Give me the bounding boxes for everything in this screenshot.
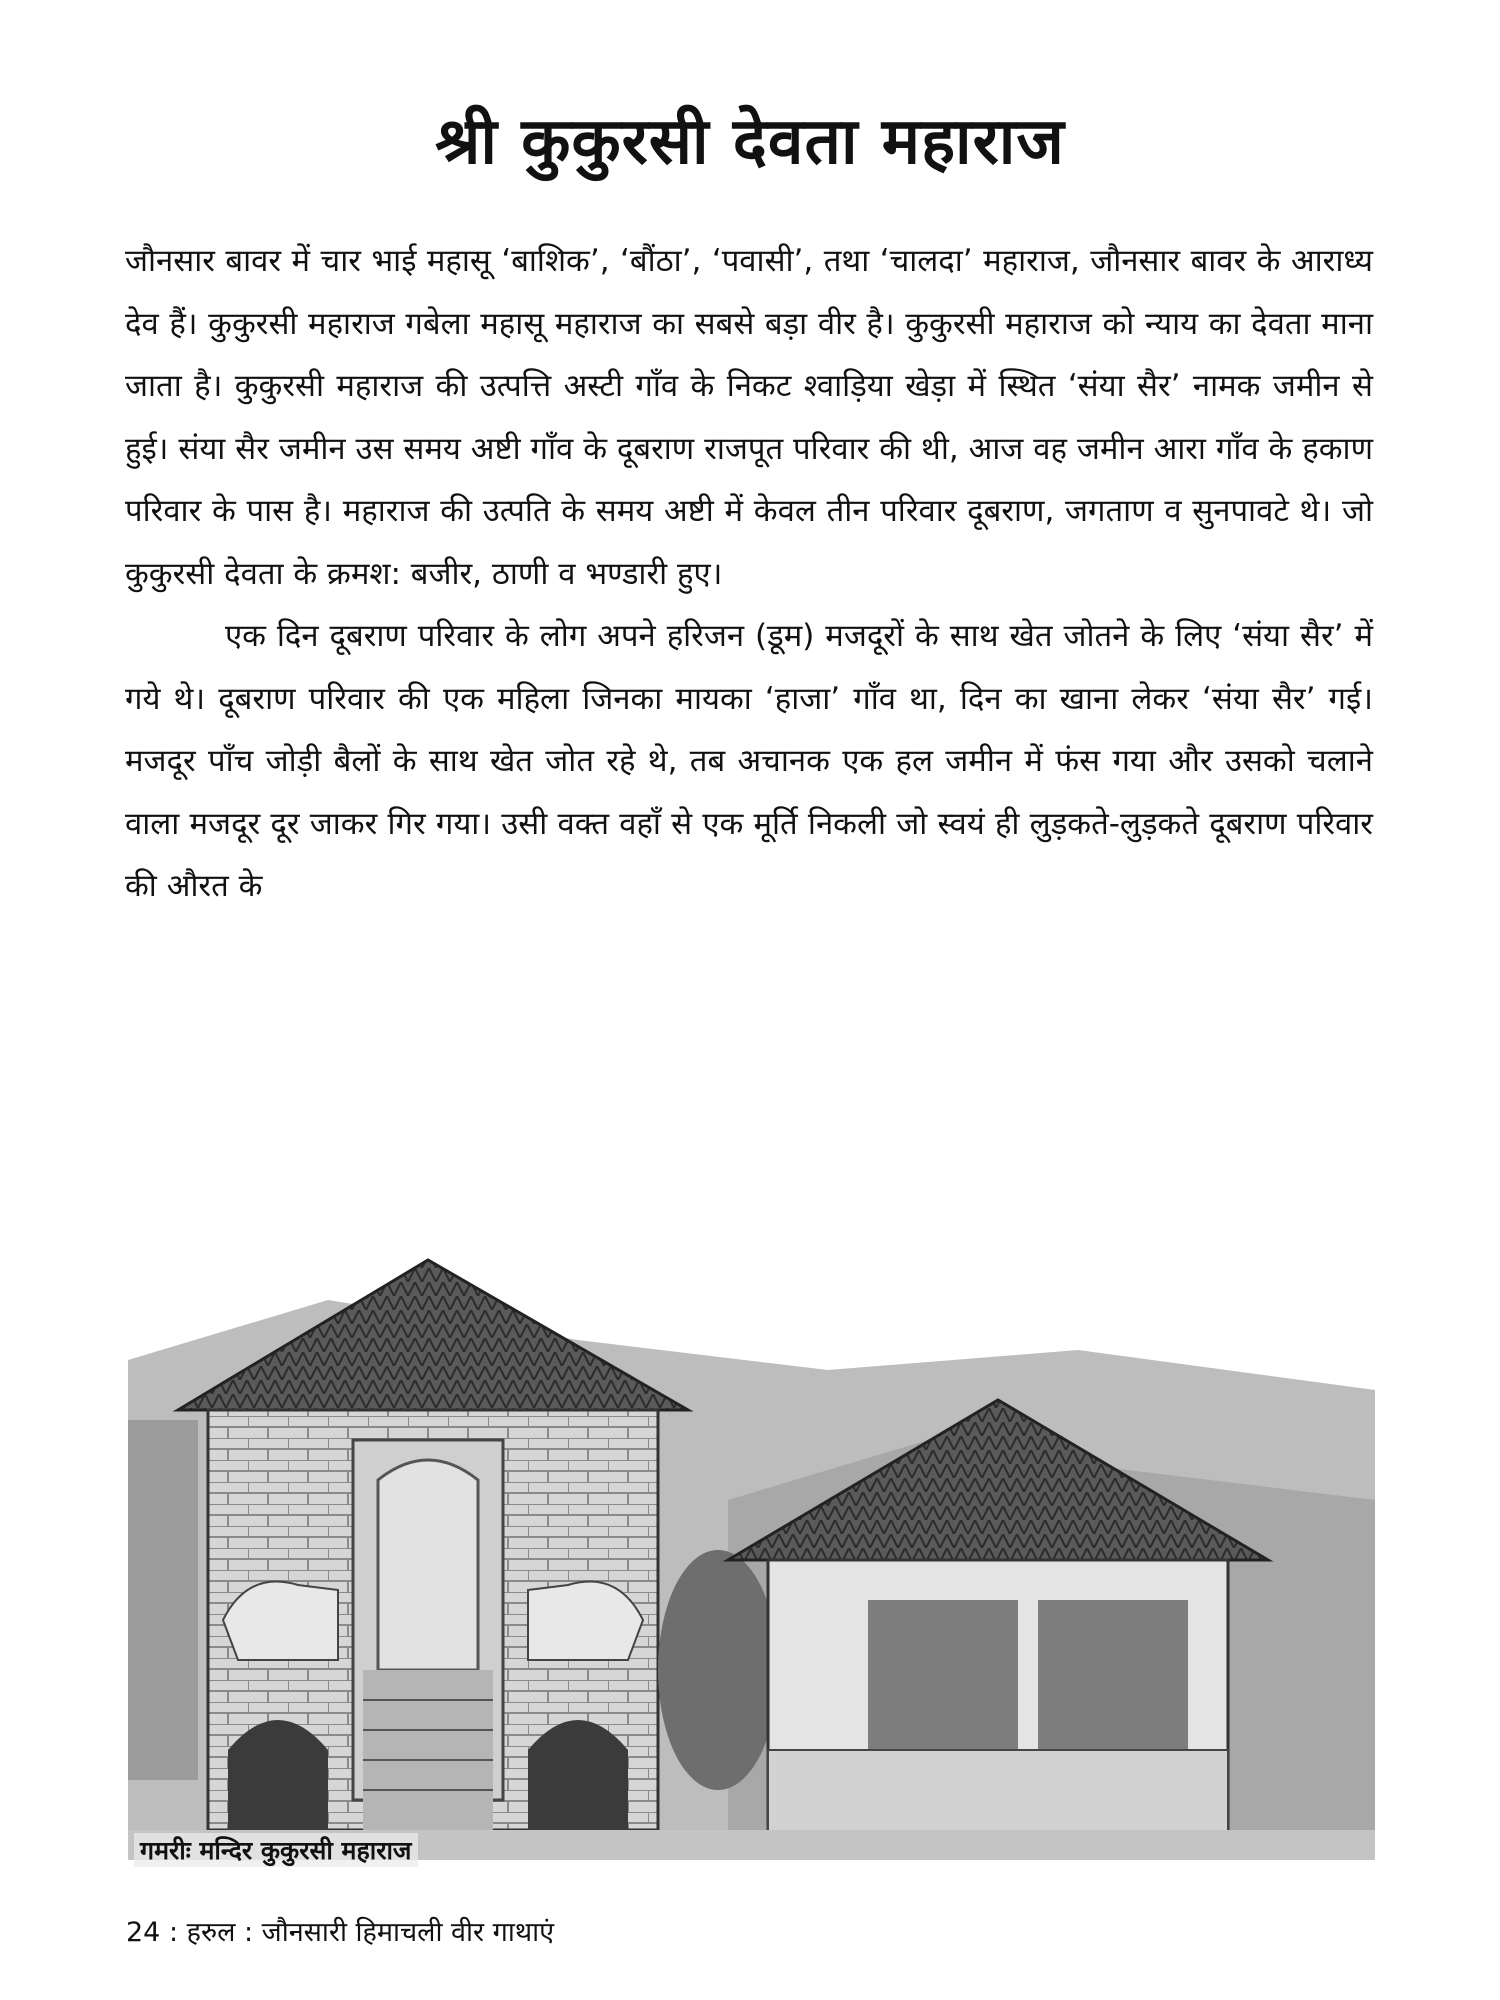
- body-text: [125, 230, 1373, 918]
- temple-photo: [128, 1240, 1375, 1860]
- paragraph-2: एक दिन दूबराण परिवार के लोग अपने हरिजन (डूम) मजदूरों के साथ खेत जोतने के लिए ‘संया सैर’ में गये थे। दूबराण परिवार की एक महिला जिनका मायका ‘हाजा’ गाँव था, दिन का खाना लेकर ‘संया सैर’ गई। मजदूर पाँच जोड़ी बैलों के साथ खेत जोत रहे थे, तब अचानक एक हल जमीन में फंस गया और उसको चलाने वाला मजदूर दूर जाकर गिर गया। उसी वक्त वहाँ से एक मूर्ति निकली जो स्वयं ही लुड़कते-लुड़कते दूबराण परिवार की औरत के: [125, 618, 1373, 904]
- photo-caption: गमरीः मन्दिर कुकुरसी महाराज: [134, 1833, 418, 1867]
- paragraph-1: जौनसार बावर में चार भाई महासू ‘बाशिक’, ‘बौंठा’, ‘पवासी’, तथा ‘चालदा’ महाराज, जौनसार बावर के आराध्य देव हैं। कुकुरसी महाराज गबेला महासू महाराज का सबसे बड़ा वीर है। कुकुरसी महाराज को न्याय का देवता माना जाता है। कुकुरसी महाराज की उत्पत्ति अस्टी गाँव के निकट श्वाड़िया खेड़ा में स्थित ‘संया सैर’ नामक जमीन से हुई। संया सैर जमीन उस समय अष्टी गाँव के दूबराण राजपूत परिवार की थी, आज वह जमीन आरा गाँव के हकाण परिवार के पास है। महाराज की उत्पति के समय अष्टी में केवल तीन परिवार दूबराण, जगताण व सुनपावटे थे। जो कुकुरसी देवता के क्रमश: बजीर, ठाणी व भण्डारी हुए।: [125, 243, 1373, 592]
- temple-illustration: [128, 1240, 1375, 1860]
- page-title: श्री कुकुरसी देवता महाराज: [435, 105, 1065, 179]
- page-footer: 24 : हरुल : जौनसारी हिमाचली वीर गाथाएं: [126, 1917, 555, 1948]
